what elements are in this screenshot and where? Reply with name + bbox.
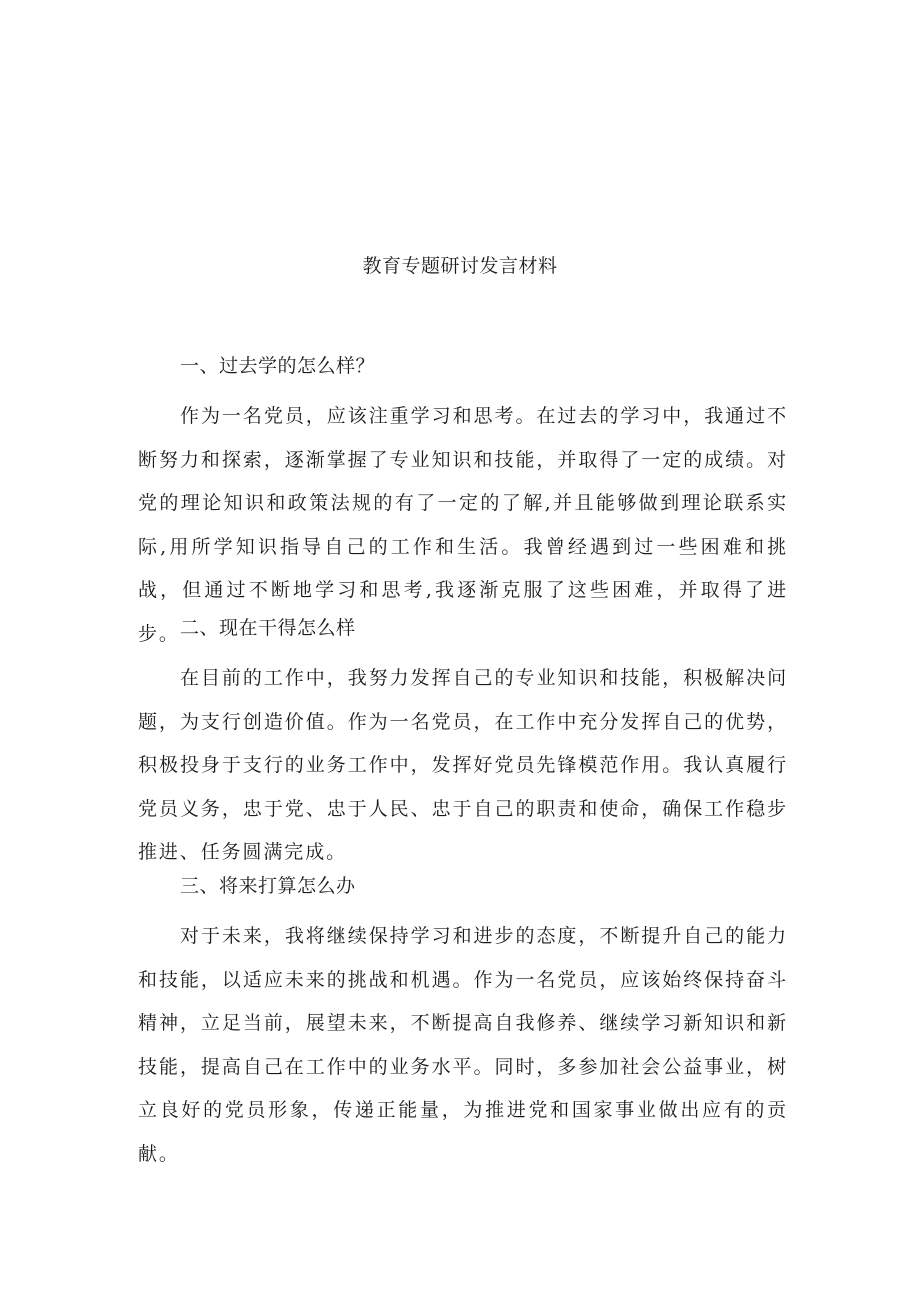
section-heading: 三、将来打算怎么办 bbox=[180, 875, 356, 897]
section-heading: 二、现在干得怎么样 bbox=[180, 617, 356, 639]
section-paragraph: 在目前的工作中，我努力发挥自己的专业知识和技能，积极解决问题，为支行创造价值。作为一名党员，在工作中充分发挥自己的优势，积极投身于支行的业务工作中，发挥好党员先锋模范作用。我认真履行党员义务，忠于党、忠于人民、忠于自己的职责和使命，确保工作稳步推进、任务圆满完成。 bbox=[138, 667, 788, 863]
section-heading: 一、过去学的怎么样？ bbox=[180, 355, 376, 377]
section-current-work bbox=[138, 614, 788, 875]
section-past-study bbox=[138, 352, 788, 656]
section-paragraph: 对于未来，我将继续保持学习和进步的态度，不断提升自己的能力和技能，以适应未来的挑战和机遇。作为一名党员，应该始终保持奋斗精神，立足当前，展望未来，不断提高自我修养、继续学习新知识和新技能，提高自己在工作中的业务水平。同时，多参加社会公益事业，树立良好的党员形象，传递正能量，为推进党和国家事业做出应有的贡献。 bbox=[138, 925, 788, 1165]
document-title: 教育专题研讨发言材料 bbox=[362, 255, 558, 277]
section-paragraph: 作为一名党员，应该注重学习和思考。在过去的学习中，我通过不断努力和探索，逐渐掌握了专业知识和技能，并取得了一定的成绩。对党的理论知识和政策法规的有了一定的了解,并且能够做到理论联系实际,用所学知识指导自己的工作和生活。我曾经遇到过一些困难和挑战，但通过不断地学习和思考,我逐渐克服了这些困难，并取得了进步。 bbox=[138, 405, 788, 645]
section-future-plan bbox=[138, 872, 788, 1176]
